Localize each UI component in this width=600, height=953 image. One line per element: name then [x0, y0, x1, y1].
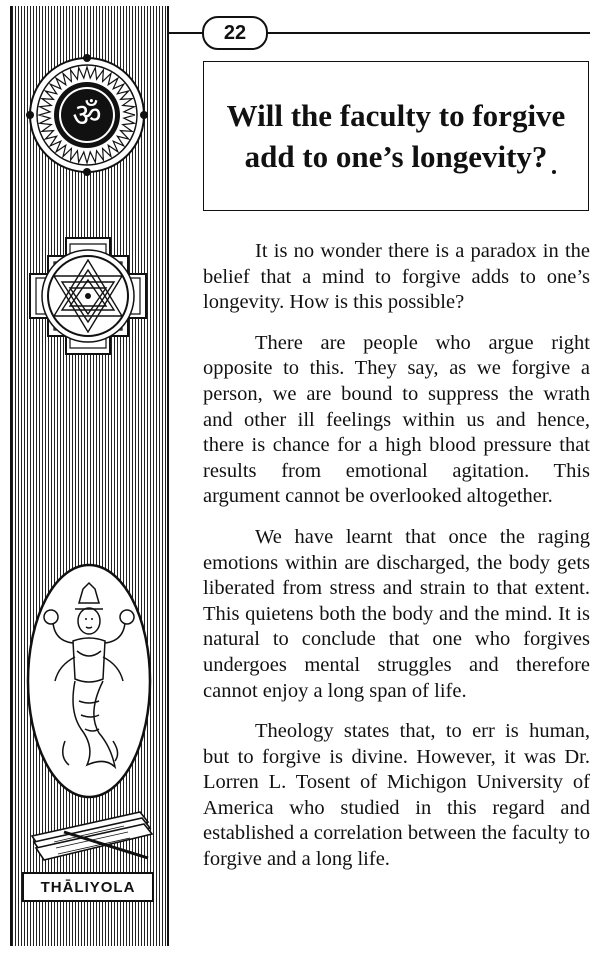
title-box [203, 61, 589, 211]
svg-text:ॐ: ॐ [72, 96, 102, 134]
body-text [203, 239, 590, 888]
om-medallion-icon [26, 54, 148, 176]
brand-label: THĀLIYOLA [22, 872, 154, 902]
page-number: 22 [202, 16, 268, 50]
sri-yantra-icon [26, 234, 150, 358]
palm-leaf-manuscript-icon [24, 806, 156, 866]
deity-illustration-icon [25, 561, 153, 801]
paragraph-2: There are people who argue right opposite to this. They say, as we forgive a person, we are bound to suppress the wrath and other ill feelings within us and hence, there is chance for a high blood pressure that results from emotional agitation. This argument cannot be overlooked altogether. [203, 331, 590, 508]
paragraph-3: We have learnt that once the raging emotions within are discharged, the body gets liberated from stress and strain to that extent. This quietens both the body and the mind. It is natural to conclude that one who forgives undergoes mental struggles and therefore cannot enjoy a long span of life. [203, 525, 590, 702]
header-rule-right [264, 32, 590, 34]
decorative-sidebar [10, 6, 169, 946]
paragraph-4: Theology states that, to err is human, but to forgive is divine. However, it was Dr. Lorren L. Tosent of Michigon University of America who studied in this regard and established a correlation between the faculty to forgive and a long life. [203, 720, 590, 871]
stray-dot [552, 170, 556, 174]
paragraph-1: It is no wonder there is a paradox in the belief that a mind to forgive adds to one’s longevity. How is this possible? [203, 240, 590, 314]
header-rule-left [167, 32, 203, 34]
chapter-title: Will the faculty to forgive add to one’s longevity? [226, 98, 566, 174]
